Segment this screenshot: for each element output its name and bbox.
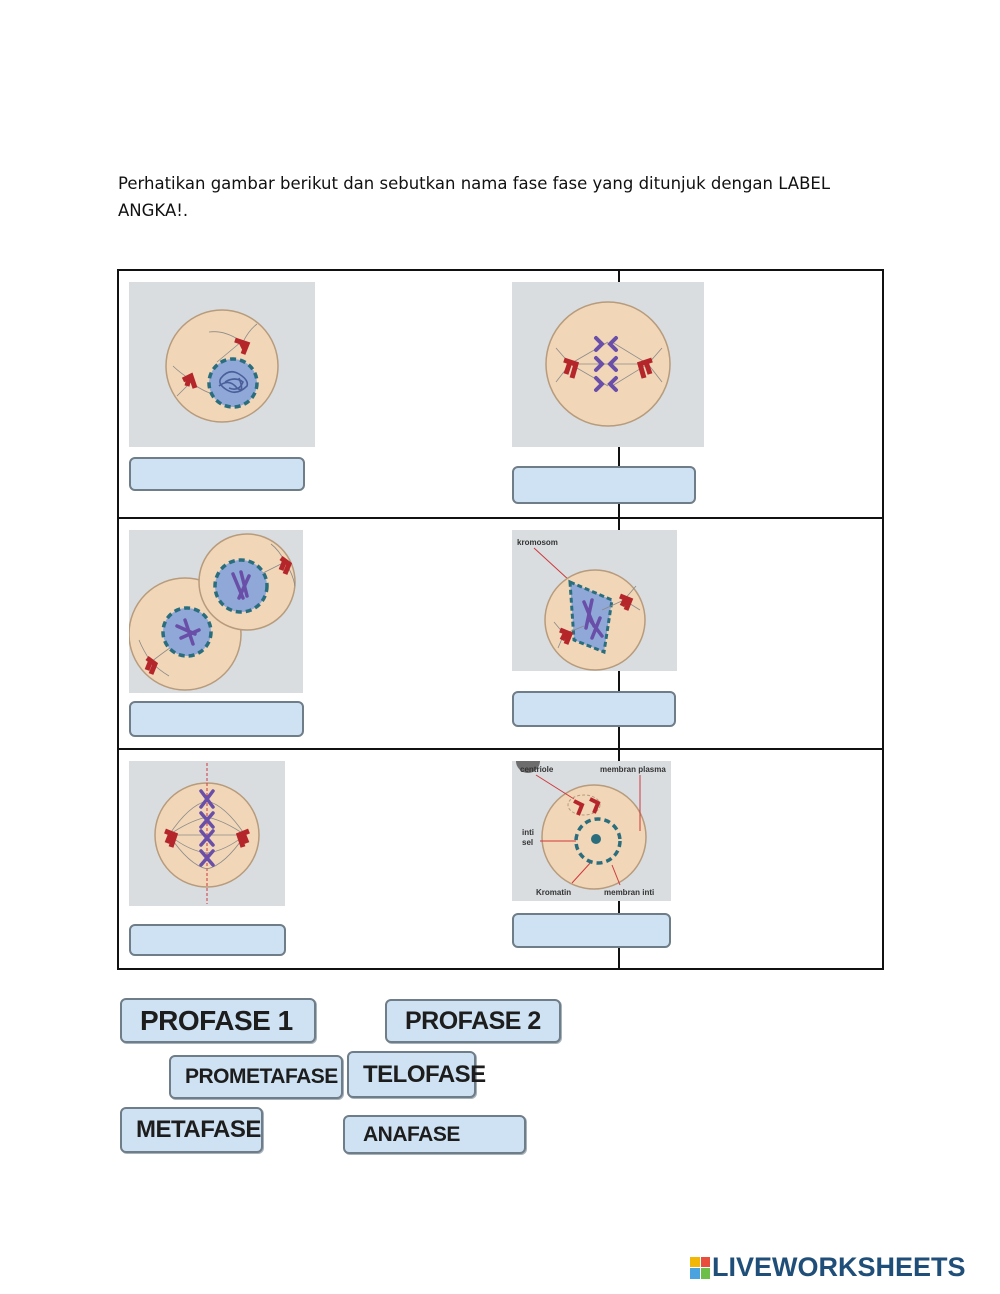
liveworksheets-brand: LIVEWORKSHEETS <box>712 1252 966 1282</box>
answer-tile-profase-1[interactable]: PROFASE 1 <box>120 998 316 1043</box>
grid-divider-row1 <box>119 517 882 519</box>
figure-prophase-labeled <box>512 761 671 901</box>
answer-drop-zone-6[interactable] <box>512 913 671 948</box>
answer-tile-metafase[interactable]: METAFASE <box>120 1107 263 1153</box>
label-sel: sel <box>522 838 534 847</box>
answer-tile-telofase[interactable]: TELOFASE <box>347 1051 476 1098</box>
label-kromatin: Kromatin <box>536 888 572 897</box>
answer-tile-prometafase[interactable]: PROMETAFASE <box>169 1055 343 1099</box>
figure-telophase <box>129 530 303 693</box>
label-inti: inti <box>522 828 534 837</box>
instruction-text <box>118 170 878 224</box>
answer-drop-zone-4[interactable] <box>512 691 676 727</box>
answer-drop-zone-5[interactable] <box>129 924 286 956</box>
phase-grid <box>117 269 884 970</box>
label-membran-inti: membran inti <box>604 888 655 897</box>
instruction-line-2: ANGKA!. <box>118 201 189 220</box>
figure-metaphase <box>129 761 285 906</box>
answer-drop-zone-2[interactable] <box>512 466 696 504</box>
label-kromosom: kromosom <box>517 538 558 547</box>
label-centriole: centriole <box>520 765 554 774</box>
liveworksheets-logo-icon <box>690 1257 710 1279</box>
answer-tile-profase-2[interactable]: PROFASE 2 <box>385 999 561 1043</box>
label-membran-plasma: membran plasma <box>600 765 666 774</box>
figure-prophase-early <box>129 282 315 447</box>
liveworksheets-logo <box>690 1252 966 1283</box>
instruction-line-1: Perhatikan gambar berikut dan sebutkan nama fase fase yang ditunjuk dengan LABEL <box>118 174 831 193</box>
answer-tile-anafase[interactable]: ANAFASE <box>343 1115 526 1154</box>
answer-drop-zone-3[interactable] <box>129 701 304 737</box>
figure-prometaphase <box>512 530 677 671</box>
grid-divider-row2 <box>119 748 882 750</box>
figure-anaphase <box>512 282 704 447</box>
answer-drop-zone-1[interactable] <box>129 457 305 491</box>
